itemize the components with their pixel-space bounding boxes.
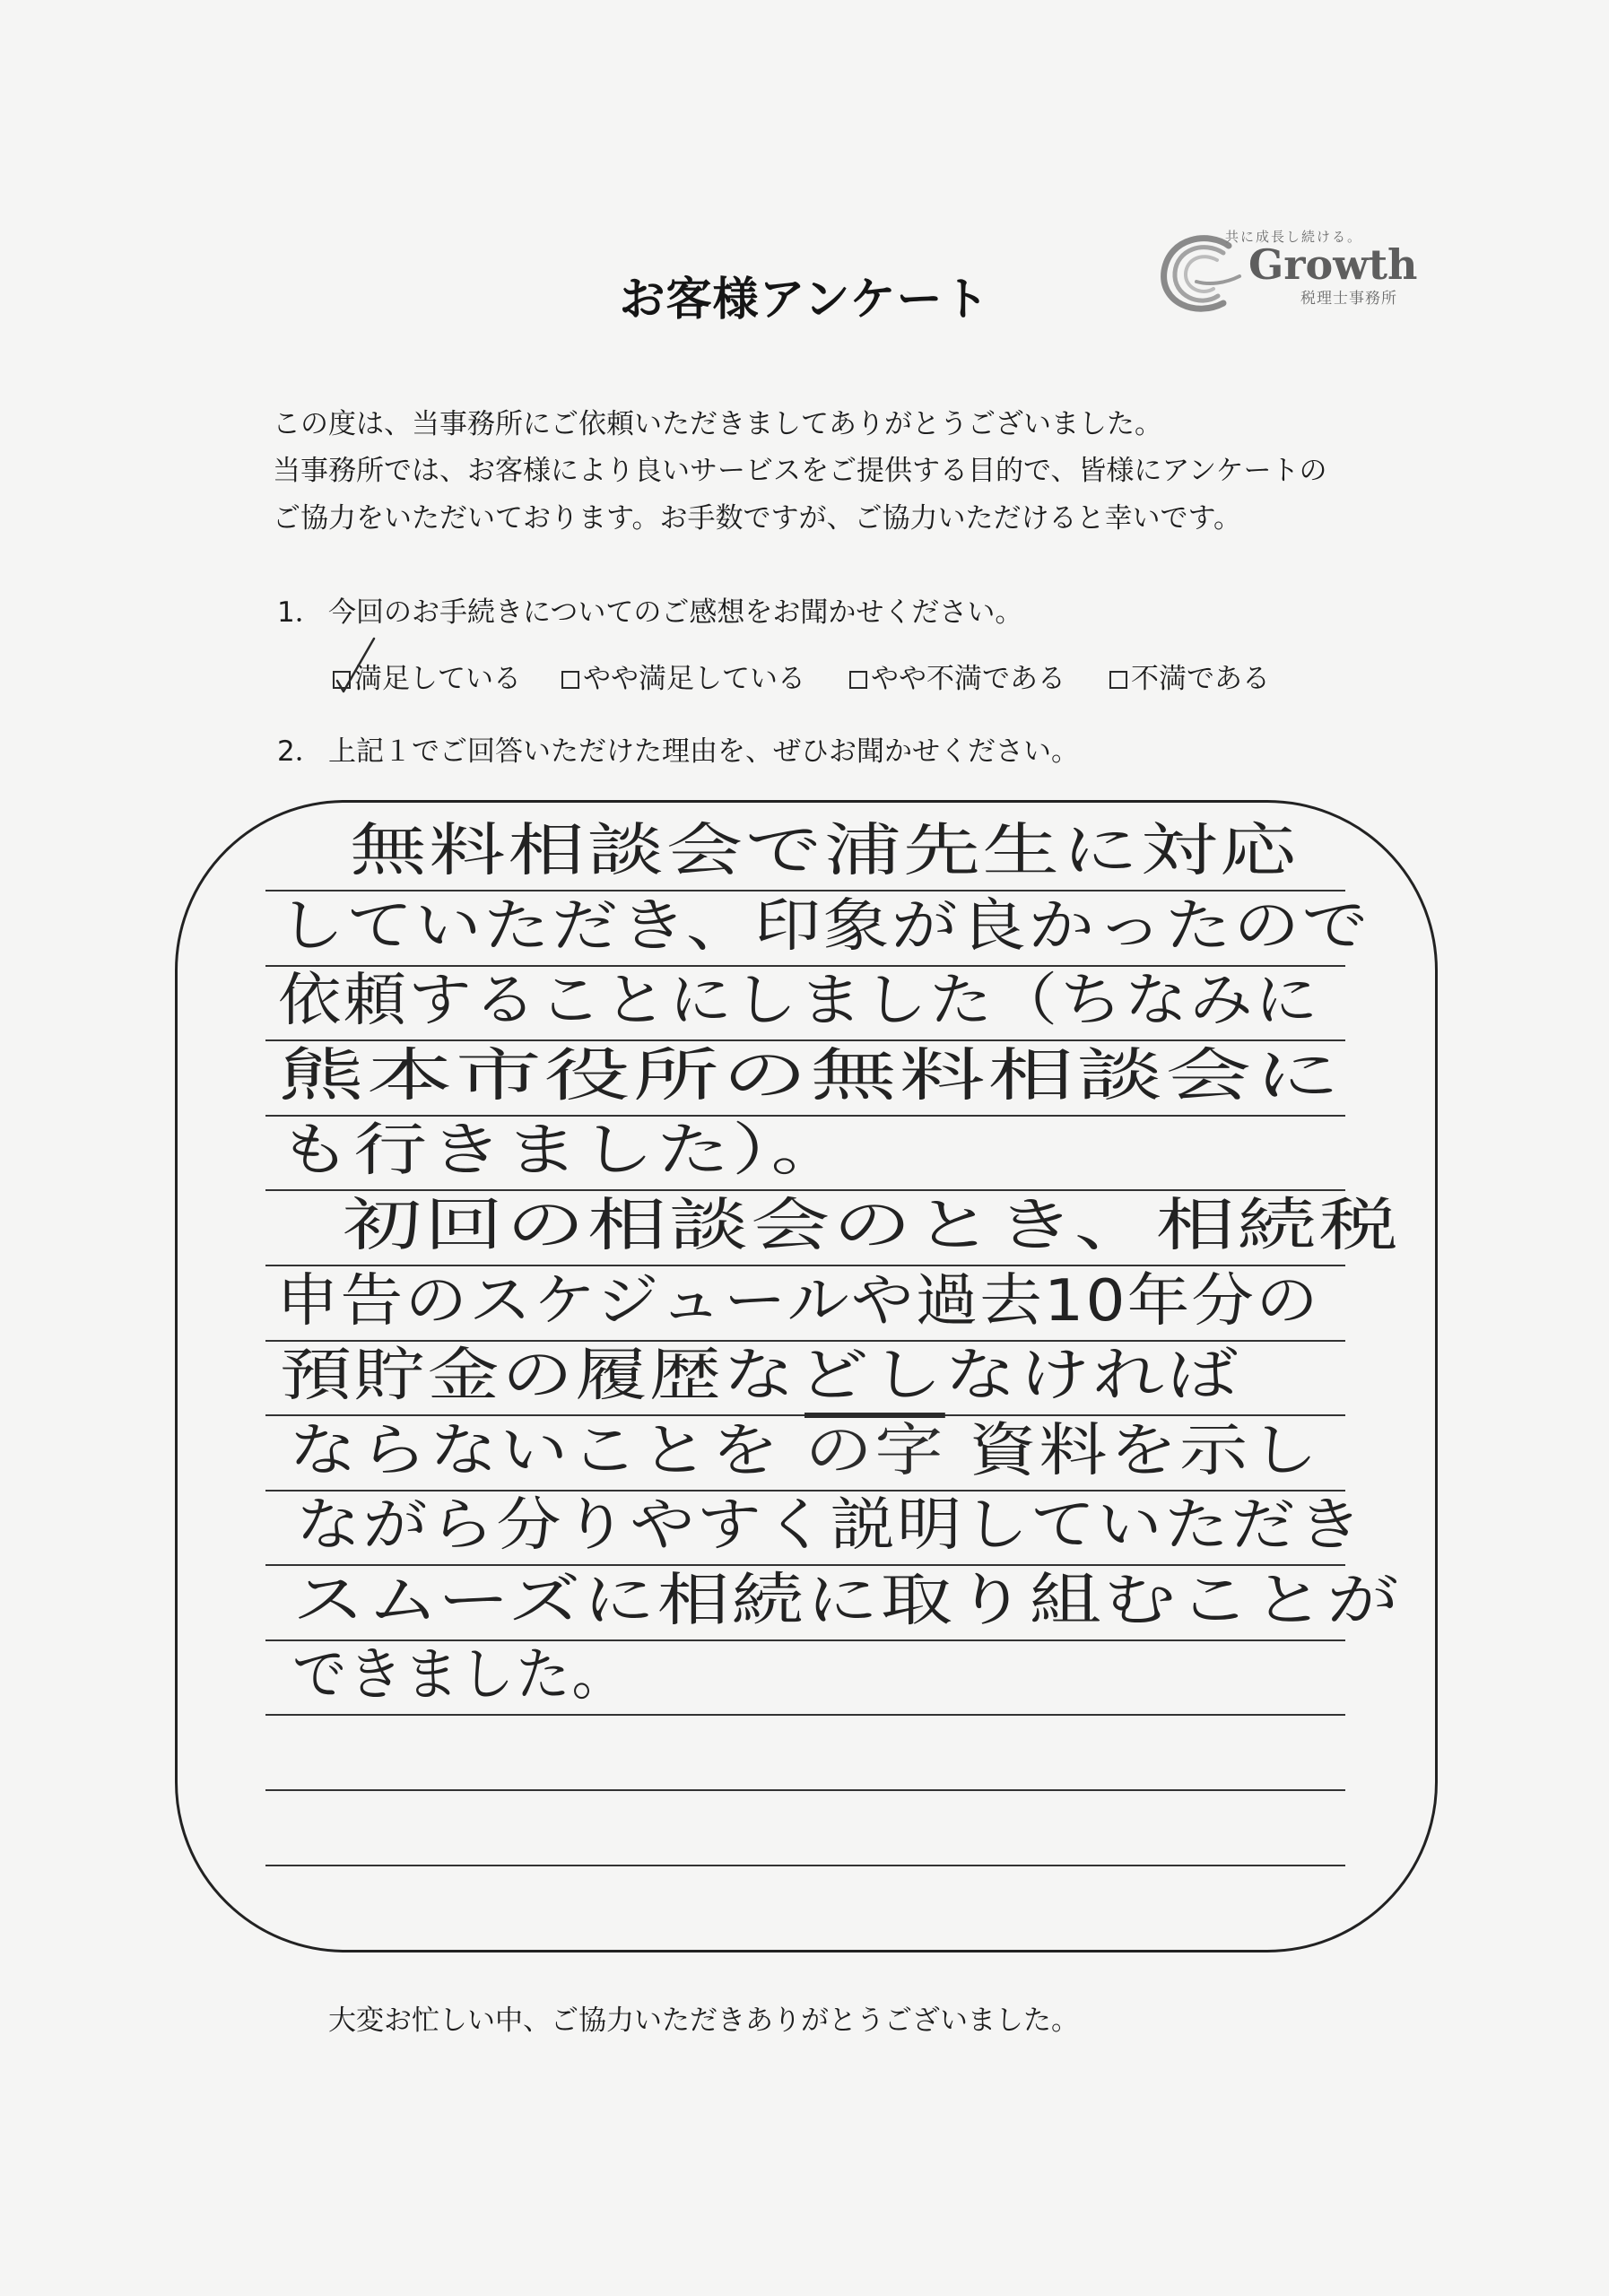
- option-label: 不満である: [1131, 663, 1270, 695]
- question-1-number: 1．: [277, 596, 323, 629]
- handwritten-check-icon: [329, 631, 383, 699]
- answer-line: [343, 1189, 1401, 1263]
- answer-line-text: 初回の相談会のとき、相続税: [343, 1193, 1401, 1259]
- answer-line-text: 無料相談会で浦先生に対応: [350, 818, 1300, 884]
- logo-name: Growth: [1248, 240, 1418, 289]
- option-satisfied: [333, 661, 521, 697]
- closing-message: 大変お忙しい中、ご協力いただきありがとうございました。: [328, 2005, 1079, 2037]
- logo-tagline: 共に成長し続ける。: [1225, 229, 1363, 245]
- answer-line-text: も行きました）。: [278, 1118, 847, 1184]
- option-label: 満足している: [354, 663, 521, 695]
- question-1-text: 今回のお手続きについてのご感想をお聞かせください。: [328, 596, 1023, 629]
- answer-line-text: ながら分りやすく説明していただき: [296, 1492, 1365, 1559]
- answer-line-text-part: 資料を示し: [968, 1418, 1320, 1484]
- question-2-number: 2．: [277, 735, 323, 768]
- checkbox: [561, 671, 579, 689]
- answer-line-text: 熊本市役所の無料相談会に: [278, 1043, 1344, 1109]
- intro-line: 当事務所では、お客様により良いサービスをご提供する目的で、皆様にアンケートの: [273, 455, 1327, 487]
- answer-line-scribble-mark: の字: [804, 1418, 945, 1484]
- answer-line-text-part: ならないことを: [289, 1418, 781, 1484]
- answer-line-text: [289, 1414, 1320, 1488]
- answer-line: [278, 964, 1320, 1038]
- checkbox: [333, 671, 351, 689]
- answer-line-text: していただき、印象が良かったので: [278, 893, 1370, 960]
- answer-line-text: スムーズに相続に取り組むことが: [292, 1568, 1402, 1634]
- answer-line: [278, 1039, 1343, 1113]
- answer-line-text: 預貯金の履歴などしなければ: [280, 1343, 1240, 1409]
- answer-line: [278, 1114, 847, 1187]
- page-title: お客様アンケート: [619, 274, 990, 326]
- option-somewhat-dissatisfied: [849, 661, 1065, 697]
- option-label: やや不満である: [871, 663, 1065, 695]
- answer-line-text: 申告のスケジュールや過去10年分の: [276, 1268, 1320, 1335]
- answer-line-text: 依頼することにしました（ちなみに: [278, 968, 1320, 1034]
- answer-line: [292, 1564, 1401, 1638]
- ruled-line: [265, 1789, 1345, 1791]
- ruled-line: [265, 1714, 1345, 1716]
- answer-line: [296, 1489, 1364, 1562]
- question-1: [277, 595, 1022, 631]
- ruled-line: [265, 1865, 1345, 1866]
- question-2: [277, 734, 1079, 770]
- checkbox: [1109, 671, 1127, 689]
- answer-line: [276, 1265, 1320, 1338]
- checkbox: [849, 671, 867, 689]
- option-somewhat-satisfied: [561, 661, 805, 697]
- intro-line: ご協力をいただいております。お手数ですが、ご協力いただけると幸いです。: [273, 502, 1242, 535]
- answer-line: [289, 1414, 1320, 1488]
- option-dissatisfied: [1109, 661, 1270, 697]
- logo-subtitle: 税理士事務所: [1300, 290, 1397, 308]
- answer-line-text: できました。: [292, 1642, 628, 1709]
- question-2-text: 上記１でご回答いただけた理由を、ぜひお聞かせください。: [328, 735, 1079, 768]
- intro-line: この度は、当事務所にご依頼いただきましてありがとうございました。: [273, 408, 1162, 440]
- answer-line: [350, 814, 1299, 888]
- answer-line: [280, 1339, 1240, 1413]
- answer-line: [278, 890, 1370, 963]
- option-label: やや満足している: [583, 663, 805, 695]
- answer-line: [292, 1639, 628, 1712]
